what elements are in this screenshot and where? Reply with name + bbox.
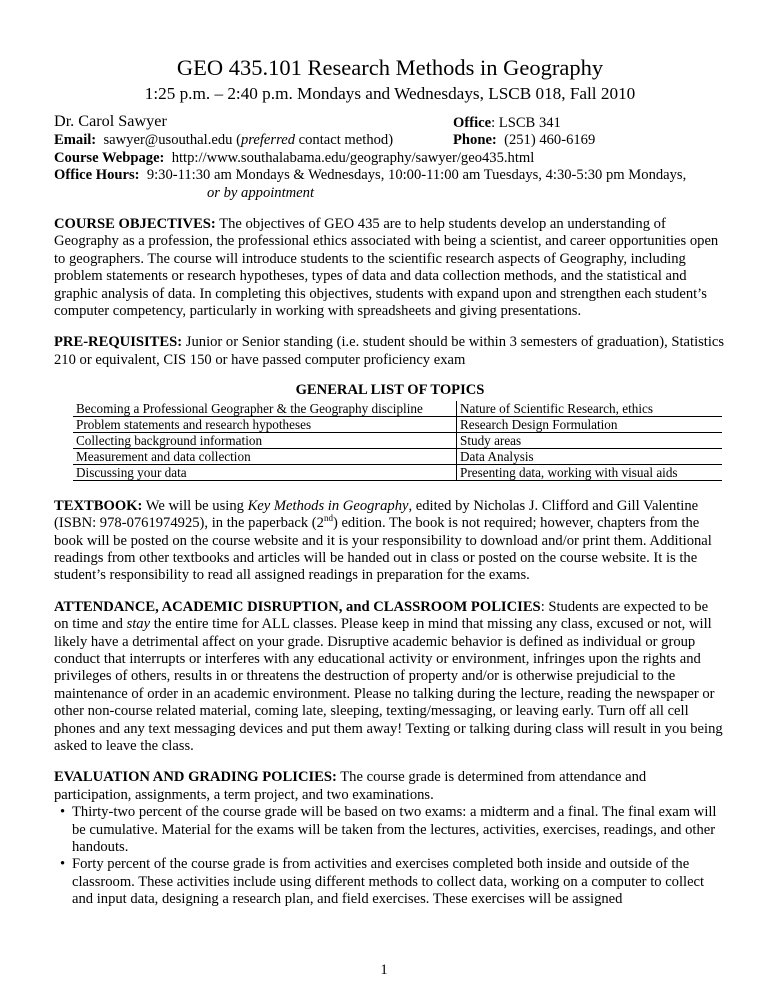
email-value[interactable]: sawyer@usouthal.edu (103, 132, 233, 149)
textbook-section (54, 498, 726, 585)
textbook-heading: TEXTBOOK: (54, 497, 143, 514)
email-label: Email: (54, 132, 97, 149)
topic-cell: Problem statements and research hypotheses (73, 416, 457, 432)
attendance-text-post: the entire time for ALL classes. Please keep in mind that missing any class, excused or not, will likely have a detrimental affect on your grade. Disruptive academic behavior is defined as individual or group conduct that interrupts or interferes with any educational activity or environment, infringes upon the rights and privileges of others, results in or threatens the destruction of property and/or is otherwise prejudicial to the maintenance of order in an academic environment. Please no talking during the lecture, reading the newspaper or other non-course related material, coming late, sleeping, texting/messaging, or leaving early. Turn off all cell phones and any text messaging devices and put them away! Texting or talking during class will result in you being asked to leave the class. (54, 616, 723, 754)
table-row (73, 448, 722, 464)
topics-table (73, 401, 722, 481)
evaluation-heading: EVALUATION AND GRADING POLICIES: (54, 769, 337, 786)
objectives-heading: COURSE OBJECTIVES: (54, 216, 216, 233)
office-hours-appointment: or by appointment (207, 184, 315, 201)
office-hours-label: Office Hours: (54, 167, 140, 184)
attendance-emphasis: stay (126, 616, 151, 633)
course-title: GEO 435.101 Research Methods in Geography (176, 55, 604, 80)
textbook-text-post: ) edition. The book is not required; however, chapters from the book will be posted on the course website and it is your responsibility to download and/or print them. Additional readings from other textbooks and articles will be handed out in class or posted on the course website. It is the student’s responsibility to read all assigned readings in preparation for the exams. (54, 515, 712, 584)
prereq-text: Junior or Senior standing (i.e. student should be within 3 semesters of graduation), Statistics 210 or equivalent, CIS 150 or have passed computer proficiency exam (54, 334, 725, 368)
textbook-text-mid: , edited by Nicholas J. Clifford and Gill Valentine (ISBN: 978-0761974925), in the paperback (2 (54, 497, 699, 532)
table-row (73, 464, 722, 480)
email-note-open: ( (236, 132, 241, 149)
topic-cell: Presenting data, working with visual aids (457, 464, 723, 480)
topic-cell: Research Design Formulation (457, 416, 723, 432)
page-number: 1 (380, 962, 388, 978)
office-hours-info (54, 167, 726, 184)
course-schedule: 1:25 p.m. – 2:40 p.m. Mondays and Wednesdays, LSCB 018, Fall 2010 (144, 84, 636, 103)
table-row (73, 401, 722, 417)
email-note-rest: contact method) (295, 132, 394, 149)
textbook-text-pre: We will be using (145, 497, 248, 514)
prereq-heading: PRE-REQUISITES: (54, 334, 183, 351)
office-label: Office (453, 115, 492, 131)
topic-cell: Collecting background information (73, 432, 457, 448)
attendance-text-pre: : Students are expected to be on time and (54, 598, 709, 633)
evaluation-list (54, 804, 726, 908)
objectives-text: The objectives of GEO 435 are to help students develop an understanding of Geography as a profession, the professional ethics associated with being a scientist, and career opportunities open to geographers. The course will introduce students to the scientific research aspects of Geography, including problem statements or research hypotheses, types of data and data collection methods, and the statistical and graphic analysis of data. In completing this objectives, students with expand upon and strengthen each student’s computer competency, particularly in working with spreadsheets and giving presentations. (54, 216, 719, 320)
table-row (73, 416, 722, 432)
phone-value: (251) 460-6169 (504, 132, 596, 149)
phone-label: Phone: (453, 132, 497, 149)
list-item: • Forty percent of the course grade is from activities and exercises completed both inside and outside of the classroom. These activities include using different methods to collect data, working on a computer to collect and input data, designing a research plan, and field exercises. These exercises will be assigned (72, 856, 726, 908)
phone-info (453, 132, 595, 149)
evaluation-section (54, 769, 726, 908)
table-row (73, 432, 722, 448)
webpage-info (54, 150, 726, 167)
instructor-row (54, 113, 726, 132)
topic-cell: Study areas (457, 432, 723, 448)
prereq-section (54, 334, 726, 369)
office-info (453, 113, 561, 132)
office-hours-extra (54, 185, 726, 202)
edition-superscript: nd (323, 513, 333, 524)
webpage-label: Course Webpage: (54, 149, 165, 166)
topic-cell: Discussing your data (73, 464, 457, 480)
instructor-name: Dr. Carol Sawyer (54, 112, 167, 130)
topic-cell: Nature of Scientific Research, ethics (457, 401, 723, 417)
topics-heading: GENERAL LIST OF TOPICS (295, 382, 485, 399)
topic-cell: Data Analysis (457, 448, 723, 464)
syllabus-page (54, 0, 726, 909)
office-value: : LSCB 341 (491, 115, 561, 131)
objectives-section (54, 216, 726, 320)
attendance-section (54, 599, 726, 756)
contact-row (54, 132, 726, 149)
email-info (54, 132, 453, 149)
topic-cell: Measurement and data collection (73, 448, 457, 464)
office-hours-value: 9:30-11:30 am Mondays & Wednesdays, 10:00-11:00 am Tuesdays, 4:30-5:30 pm Mondays, (146, 167, 687, 184)
email-note-preferred: preferred (240, 132, 295, 149)
list-item: • Thirty-two percent of the course grade will be based on two exams: a midterm and a final. The final exam will be cumulative. Material for the exams will be taken from the lectures, activities, exercises, readings, and other handouts. (72, 804, 726, 856)
attendance-heading: ATTENDANCE, ACADEMIC DISRUPTION, and CLASSROOM POLICIES (54, 598, 541, 615)
evaluation-text: The course grade is determined from attendance and participation, assignments, a term project, and two examinations. (54, 769, 647, 803)
webpage-link[interactable]: http://www.southalabama.edu/geography/sawyer/geo435.html (171, 149, 535, 166)
textbook-title: Key Methods in Geography (247, 497, 409, 514)
topic-cell: Becoming a Professional Geographer & the Geography discipline (73, 401, 457, 417)
